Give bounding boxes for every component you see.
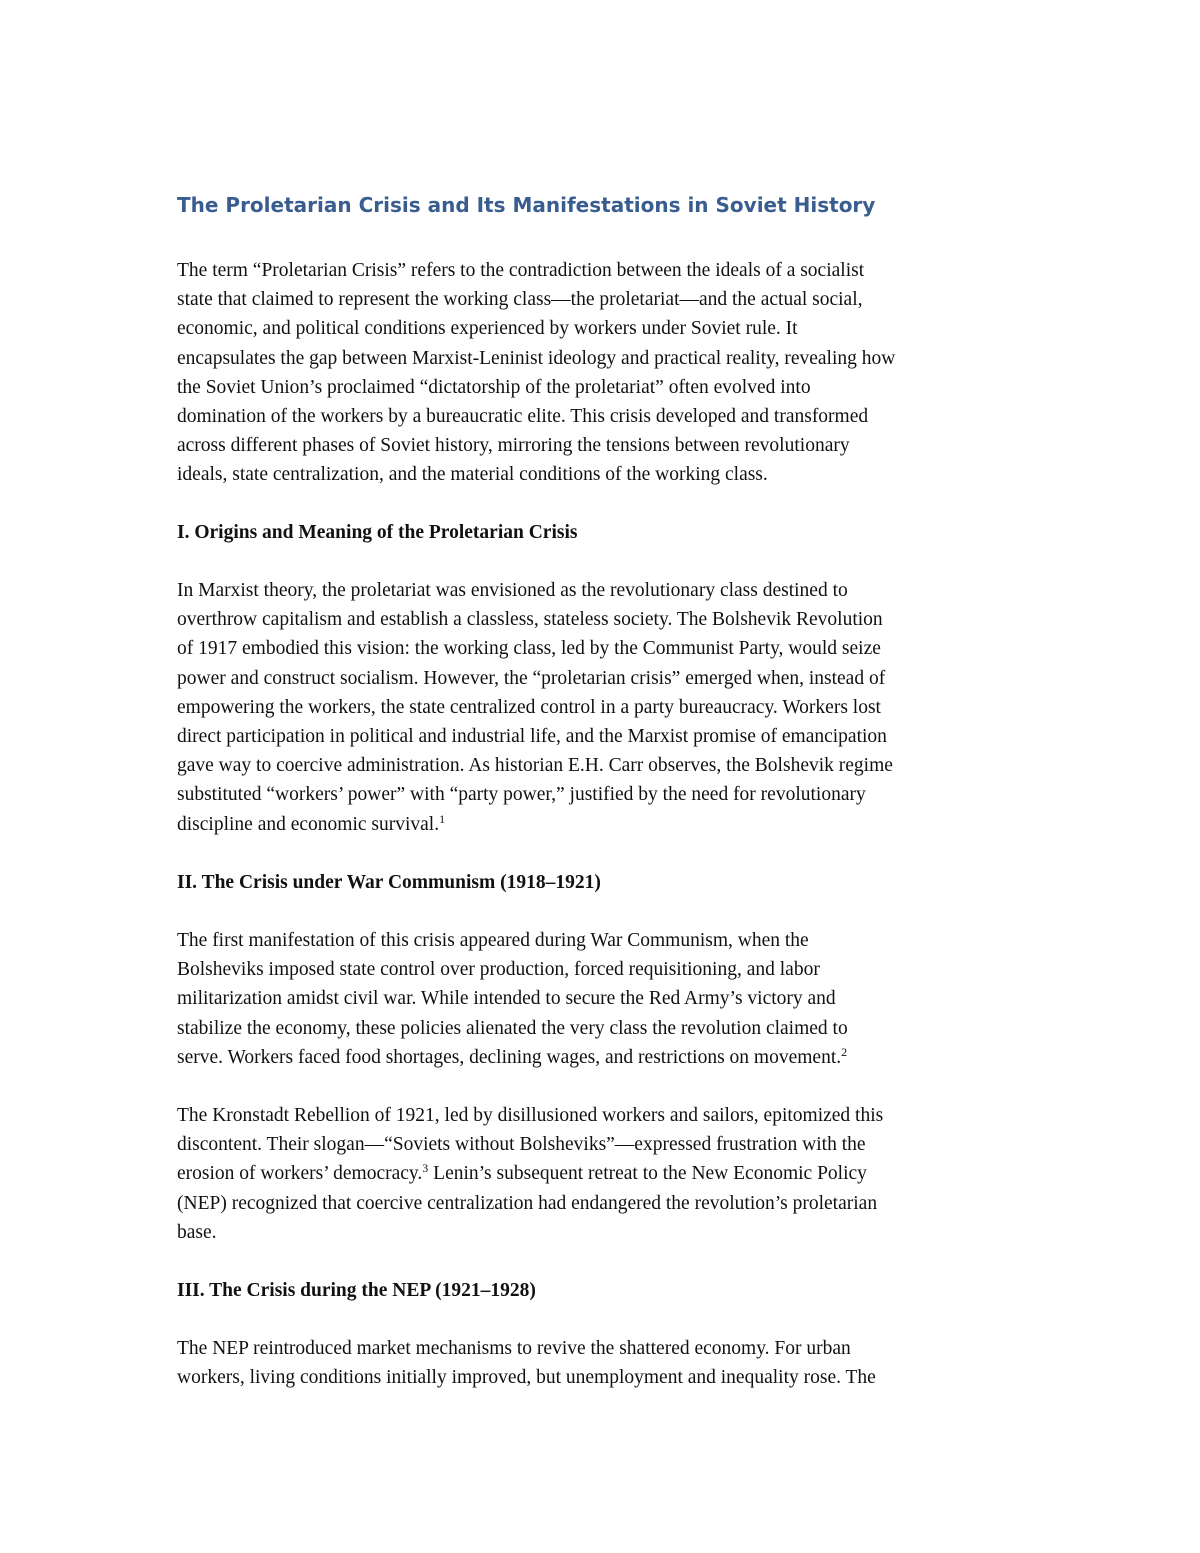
section-heading-war-communism: II. The Crisis under War Communism (1918–1921)	[177, 872, 601, 893]
text-line: of 1917 embodied this vision: the working class, led by the Communist Party, would seize	[177, 638, 881, 660]
text-line: direct participation in political and industrial life, and the Marxist promise of emancipation	[177, 726, 887, 748]
text-line: militarization amidst civil war. While intended to secure the Red Army’s victory and	[177, 988, 836, 1010]
text-line: stabilize the economy, these policies alienated the very class the revolution claimed to	[177, 1017, 848, 1039]
nep-paragraph	[177, 1334, 1037, 1392]
text-line: gave way to coercive administration. As historian E.H. Carr observes, the Bolshevik regime	[177, 755, 893, 777]
footnote-reference[interactable]: 2	[841, 1044, 848, 1059]
document-title: The Proletarian Crisis and Its Manifestations in Soviet History	[177, 193, 876, 217]
section-heading-origins: I. Origins and Meaning of the Proletarian Crisis	[177, 522, 578, 543]
text-line: serve. Workers faced food shortages, declining wages, and restrictions on movement.	[177, 1046, 842, 1068]
text-line: The first manifestation of this crisis appeared during War Communism, when the	[177, 930, 809, 951]
text-line: overthrow capitalism and establish a classless, stateless society. The Bolshevik Revolution	[177, 609, 883, 631]
text-line: base.	[177, 1221, 217, 1243]
text-line: empowering the workers, the state centralized control in a party bureaucracy. Workers lost	[177, 696, 881, 718]
origins-paragraph	[177, 576, 1037, 839]
text-line: Bolsheviks imposed state control over production, forced requisitioning, and labor	[177, 959, 820, 981]
text-line: The Kronstadt Rebellion of 1921, led by disillusioned workers and sailors, epitomized this	[177, 1105, 884, 1126]
text-line: domination of the workers by a bureaucratic elite. This crisis developed and transformed	[177, 406, 869, 428]
text-line: state that claimed to represent the working class—the proletariat—and the actual social,	[177, 289, 863, 311]
text-line: The term “Proletarian Crisis” refers to the contradiction between the ideals of a socialist	[177, 260, 865, 281]
text-line: workers, living conditions initially improved, but unemployment and inequality rose. The	[177, 1367, 876, 1389]
text-line-segment: erosion of workers’ democracy.	[177, 1163, 423, 1185]
text-line: In Marxist theory, the proletariat was envisioned as the revolutionary class destined to	[177, 580, 848, 601]
war-communism-paragraph	[177, 926, 1037, 1072]
text-line: across different phases of Soviet history, mirroring the tensions between revolutionary	[177, 435, 850, 457]
text-line: the Soviet Union’s proclaimed “dictatorship of the proletariat” often evolved into	[177, 376, 811, 398]
text-line: discipline and economic survival.	[177, 813, 440, 835]
text-line: discontent. Their slogan—“Soviets without Bolsheviks”—expressed frustration with the	[177, 1134, 866, 1156]
text-line: (NEP) recognized that coercive centralization had endangered the revolution’s proletarian	[177, 1192, 878, 1214]
text-line-segment: Lenin’s subsequent retreat to the New Economic Policy	[428, 1163, 867, 1185]
text-line: encapsulates the gap between Marxist-Leninist ideology and practical reality, revealing how	[177, 347, 896, 369]
intro-paragraph	[177, 256, 1037, 490]
text-line: economic, and political conditions experienced by workers under Soviet rule. It	[177, 318, 798, 340]
kronstadt-paragraph	[177, 1101, 1037, 1247]
footnote-reference[interactable]: 3	[422, 1161, 429, 1176]
text-line: ideals, state centralization, and the material conditions of the working class.	[177, 464, 768, 486]
text-line: power and construct socialism. However, the “proletarian crisis” emerged when, instead of	[177, 667, 886, 689]
section-heading-nep: III. The Crisis during the NEP (1921–1928)	[177, 1280, 536, 1301]
text-line: substituted “workers’ power” with “party power,” justified by the need for revolutionary	[177, 784, 866, 806]
text-line: The NEP reintroduced market mechanisms to revive the shattered economy. For urban	[177, 1338, 851, 1359]
footnote-reference[interactable]: 1	[439, 811, 446, 826]
